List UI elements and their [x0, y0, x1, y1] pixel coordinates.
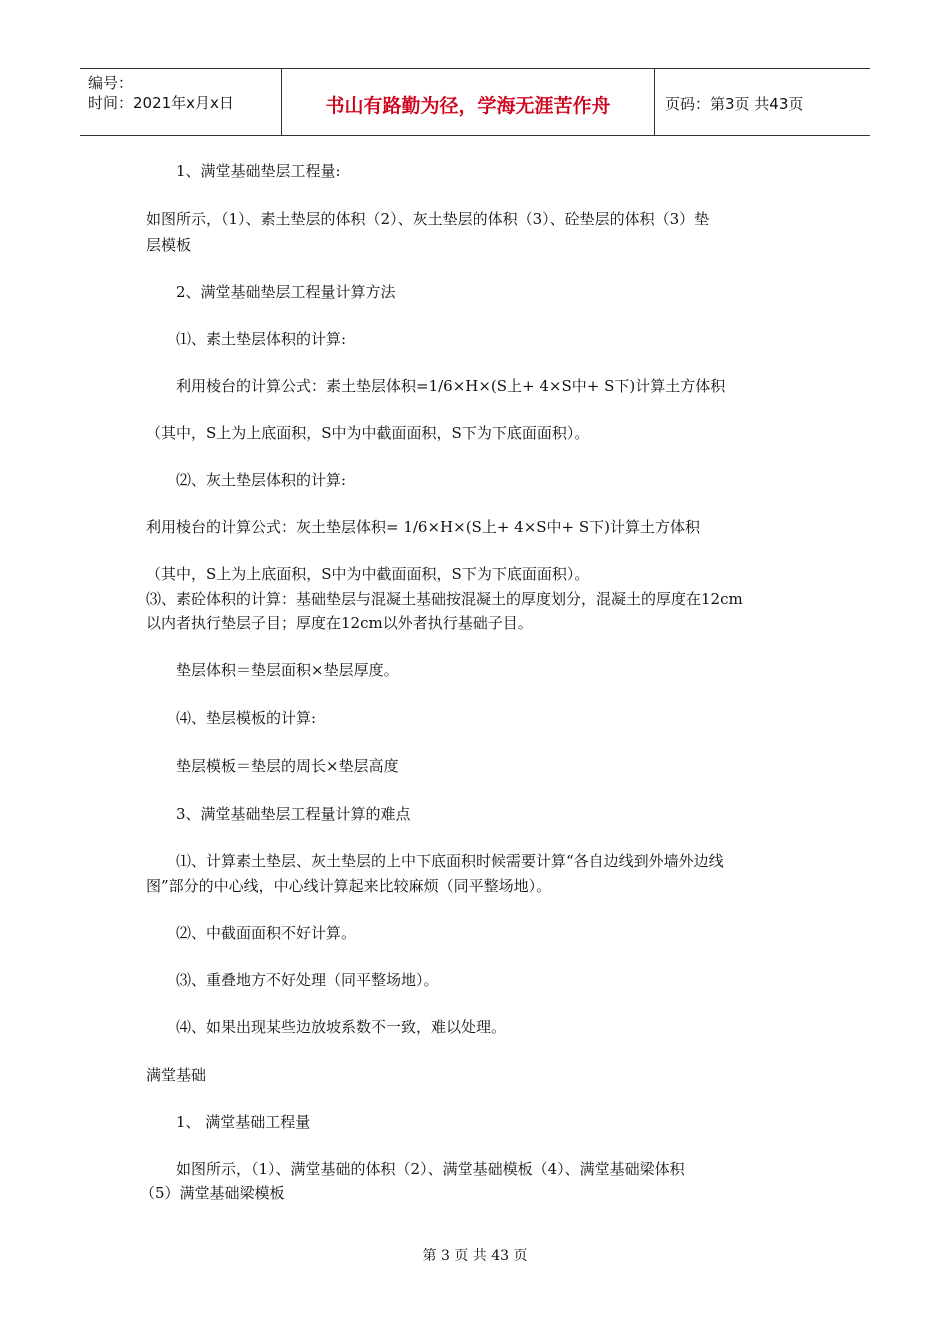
header-left-cell: [80, 69, 280, 135]
paragraph-3: 2、满堂基础垫层工程量计算方法: [176, 283, 396, 301]
paragraph-9: （其中，S上为上底面积，S中为中截面面积，S下为下底面面积）。: [146, 565, 590, 583]
paragraph-18: ⑷、如果出现某些边放坡系数不一致，难以处理。: [176, 1018, 507, 1036]
paragraph-7: ⑵、灰土垫层体积的计算:: [176, 471, 347, 489]
header-page-info: 页码：第3页 共43页: [665, 95, 804, 113]
section-heading: 满堂基础: [146, 1066, 207, 1084]
paragraph-13: 垫层模板＝垫层的周长×垫层高度: [176, 757, 399, 775]
paragraph-10-line-1: ⑶、素砼体积的计算：基础垫层与混凝土基础按混凝土的厚度划分，混凝土的厚度在12cm: [146, 590, 743, 608]
paragraph-20: 1、 满堂基础工程量: [176, 1113, 311, 1131]
paragraph-21-line-1: 如图所示，（1）、满堂基础的体积（2）、满堂基础模板（4）、满堂基础梁体积: [176, 1160, 685, 1178]
paragraph-8: 利用棱台的计算公式：灰土垫层体积= 1/6×H×(S上+ 4×S中+ S下)计算土方体积: [146, 518, 701, 536]
paragraph-12: ⑷、垫层模板的计算:: [176, 709, 317, 727]
paragraph-2-line-1: 如图所示，（1）、素土垫层的体积（2）、灰土垫层的体积（3）、砼垫层的体积（3）垫: [146, 210, 710, 228]
header-motto: 书山有路勤为径，学海无涯苦作舟: [325, 95, 611, 117]
header-middle-cell: [281, 69, 655, 135]
header-right-cell: [655, 69, 870, 135]
page-header: [80, 68, 870, 136]
paragraph-4: ⑴、素土垫层体积的计算:: [176, 330, 347, 348]
paragraph-1: 1、满堂基础垫层工程量:: [176, 162, 341, 180]
paragraph-21-line-2: （5）满堂基础梁模板: [140, 1184, 285, 1202]
paragraph-15-line-1: ⑴、计算素土垫层、灰土垫层的上中下底面积时候需要计算“各自边线到外墙外边线: [176, 852, 724, 870]
paragraph-14: 3、满堂基础垫层工程量计算的难点: [176, 805, 411, 823]
paragraph-10-line-2: 以内者执行垫层子目；厚度在12cm以外者执行基础子目。: [146, 614, 533, 632]
paragraph-11: 垫层体积＝垫层面积×垫层厚度。: [176, 661, 399, 679]
paragraph-16: ⑵、中截面面积不好计算。: [176, 924, 357, 942]
page-footer: 第 3 页 共 43 页: [422, 1248, 528, 1264]
paragraph-15-line-2: 图”部分的中心线，中心线计算起来比较麻烦（同平整场地）。: [146, 877, 552, 895]
paragraph-5: 利用棱台的计算公式：素土垫层体积=1/6×H×(S上+ 4×S中+ S下)计算土方体积: [176, 377, 726, 395]
document-date: 时间：2021年x月x日: [88, 94, 234, 112]
document-number-label: 编号：: [88, 74, 134, 92]
paragraph-2-line-2: 层模板: [146, 236, 192, 254]
paragraph-17: ⑶、重叠地方不好处理（同平整场地）。: [176, 971, 439, 989]
paragraph-6: （其中，S上为上底面积，S中为中截面面积，S下为下底面面积）。: [146, 424, 590, 442]
